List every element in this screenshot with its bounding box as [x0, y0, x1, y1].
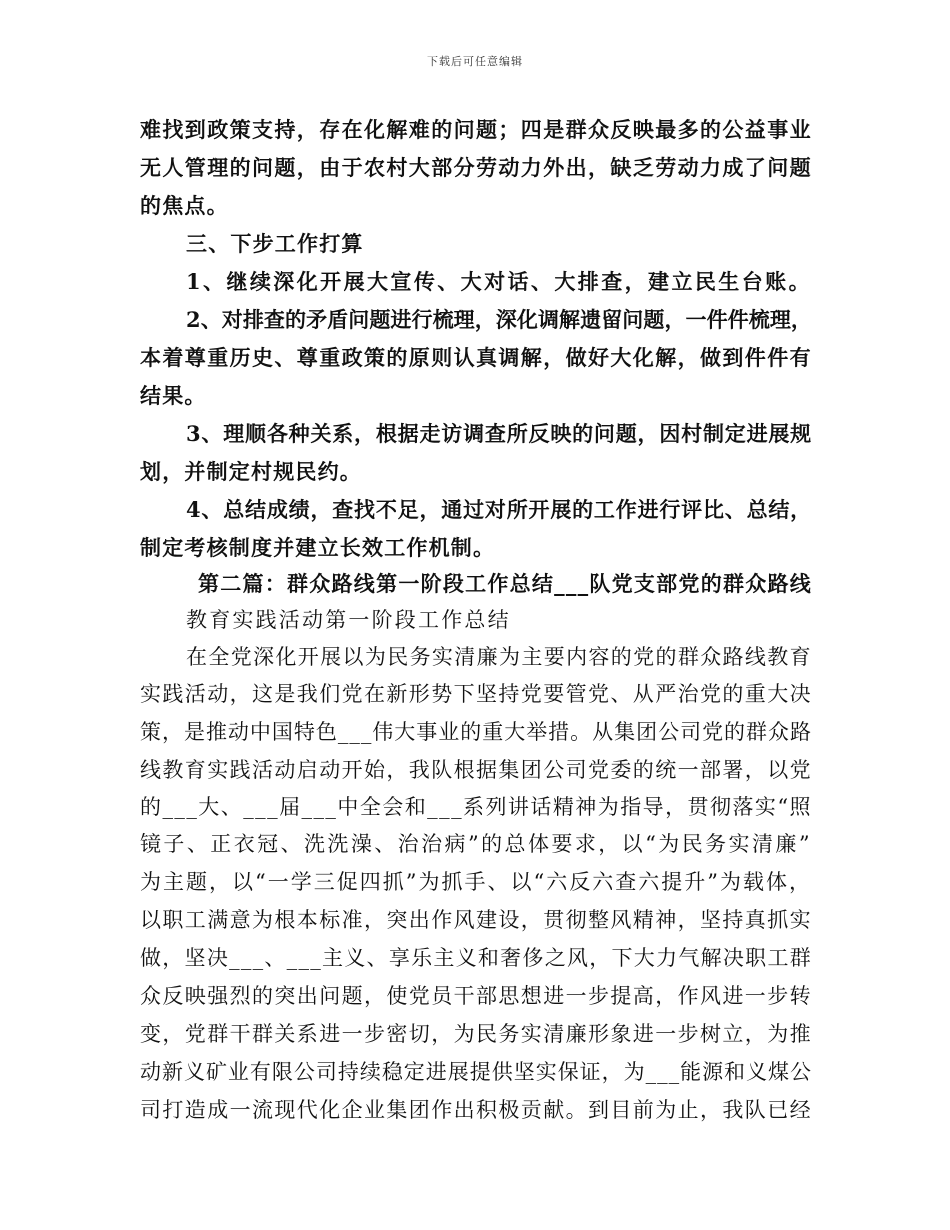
chapter-title-line: 第二篇：群众路线第一阶段工作总结___队党支部党的群众路线: [198, 571, 812, 596]
body-paragraph-line: 实践活动，这是我们党在新形势下坚持党要管党、从严治党的重大决: [140, 682, 812, 706]
body-paragraph-line: 镜子、正衣冠、洗洗澡、治治病”的总体要求，以“为民务实清廉”: [140, 832, 812, 856]
item-3-line: 划，并制定村规民约。: [140, 459, 362, 484]
body-paragraph-line: 为主题，以“一学三促四抓”为抓手、以“六反六查六提升”为载体，: [140, 870, 812, 894]
body-paragraph-line: 的___大、___届___中全会和___系列讲话精神为指导，贯彻落实“照: [140, 795, 812, 819]
page-header-note: 下载后可任意编辑: [427, 55, 523, 68]
item-4-line: 制定考核制度并建立长效工作机制。: [140, 535, 496, 560]
item-1-line: 1、继续深化开展大宣传、大对话、大排查，建立民生台账。: [186, 269, 812, 294]
body-paragraph-line: 线教育实践活动启动开始，我队根据集团公司党委的统一部署，以党: [140, 758, 812, 782]
body-paragraph-line: 在全党深化开展以为民务实清廉为主要内容的党的群众路线教育: [186, 645, 812, 669]
body-paragraph-line: 动新义矿业有限公司持续稳定进展提供坚实保证，为___能源和义煤公: [140, 1060, 812, 1084]
body-paragraph-line: 众反映强烈的突出问题，使党员干部思想进一步提高，作风进一步转: [140, 984, 812, 1008]
item-2-line: 2、对排查的矛盾问题进行梳理，深化调解遗留问题，一件件梳理，: [186, 307, 812, 332]
para-continued-problems-line: 无人管理的问题，由于农村大部分劳动力外出，缺乏劳动力成了问题: [140, 155, 812, 180]
para-continued-problems-line: 难找到政策支持，存在化解难的问题；四是群众反映最多的公益事业: [140, 117, 812, 142]
body-paragraph-line: 做，坚决___、___主义、享乐主义和奢侈之风，下大力气解决职工群: [140, 946, 812, 970]
chapter-subtitle-line: 教育实践活动第一阶段工作总结: [186, 608, 511, 632]
body-paragraph-line: 策，是推动中国特色___伟大事业的重大举措。从集团公司党的群众路: [140, 720, 812, 744]
item-4-line: 4、总结成绩，查找不足，通过对所开展的工作进行评比、总结，: [186, 497, 812, 522]
para-continued-problems-line: 的焦点。: [140, 193, 229, 218]
body-paragraph-line: 变，党群干群关系进一步密切，为民务实清廉形象进一步树立，为推: [140, 1022, 812, 1046]
body-paragraph-line: 以职工满意为根本标准，突出作风建设，贯彻整风精神，坚持真抓实: [140, 908, 812, 932]
item-3-line: 3、理顺各种关系，根据走访调查所反映的问题，因村制定进展规: [186, 421, 812, 446]
section-heading-next-steps-line: 三、下步工作打算: [186, 231, 364, 256]
item-2-line: 结果。: [140, 383, 207, 408]
body-paragraph-line: 司打造成一流现代化企业集团作出积极贡献。到目前为止，我队已经: [140, 1098, 812, 1122]
item-2-line: 本着尊重历史、尊重政策的原则认真调解，做好大化解，做到件件有: [140, 345, 812, 370]
